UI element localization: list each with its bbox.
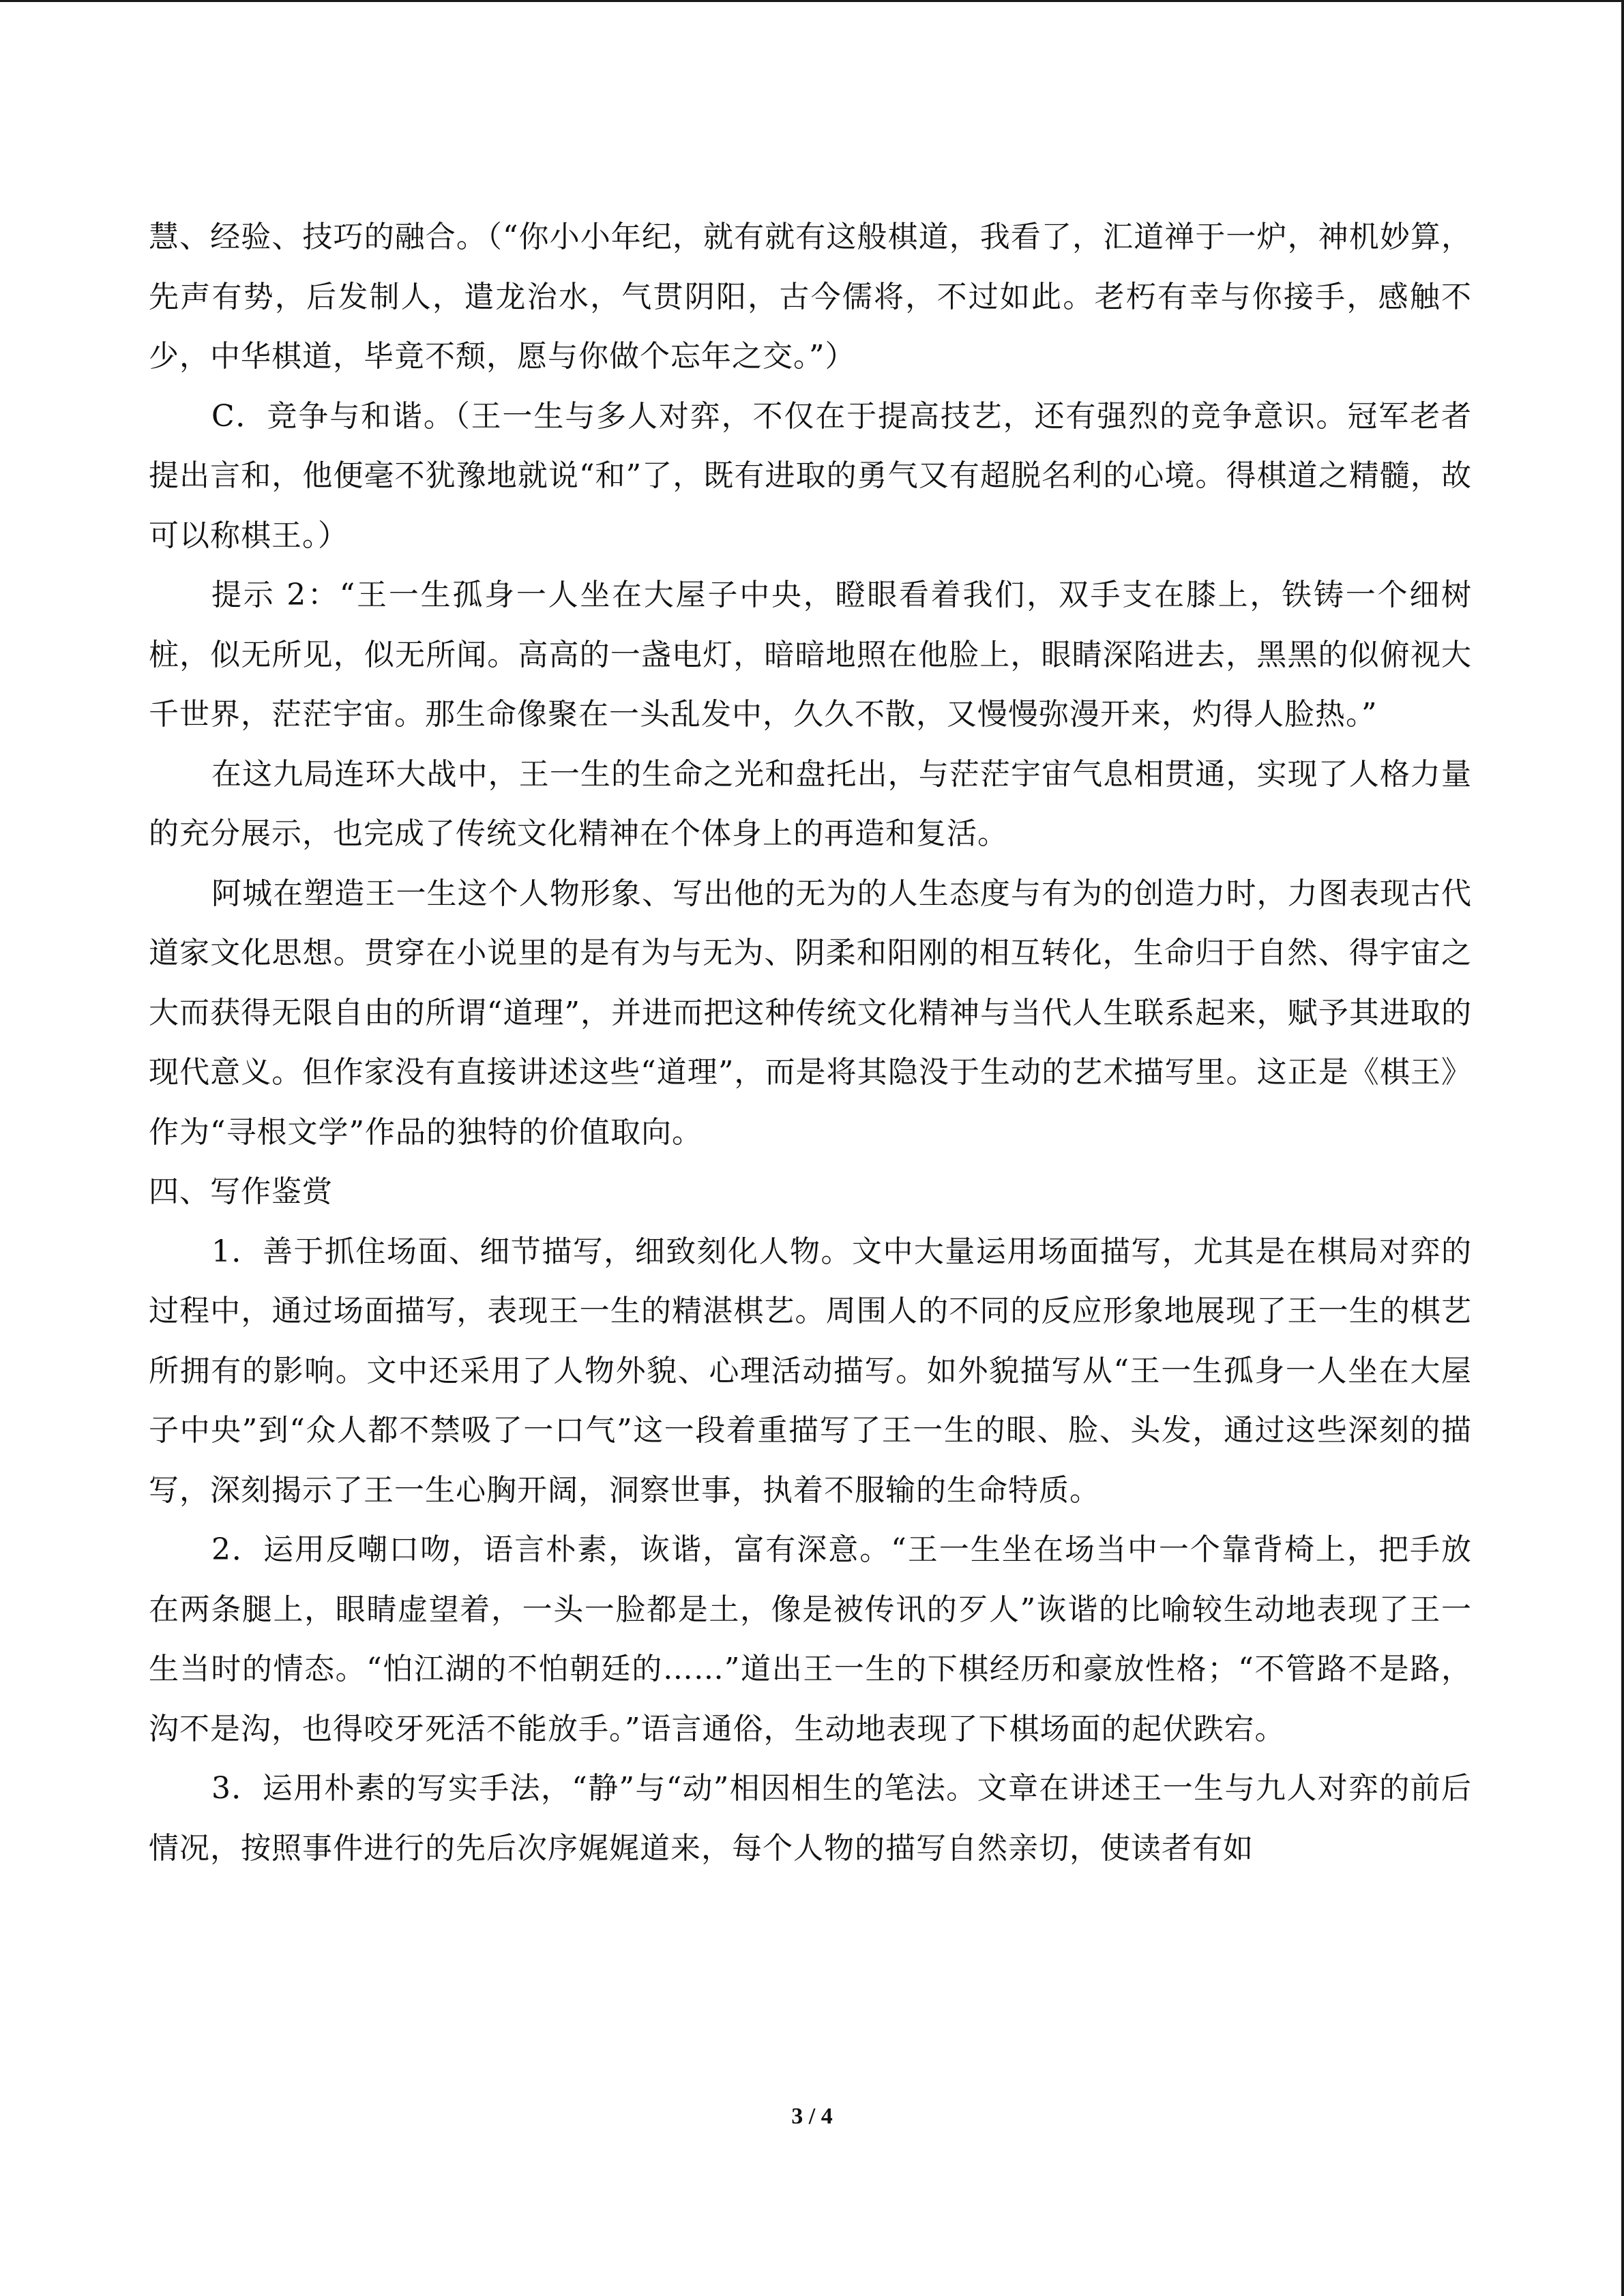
paragraph-nine-games: 在这九局连环大战中，王一生的生命之光和盘托出，与茫茫宇宙气息相贯通，实现了人格力量的充分展示，也完成了传统文化精神在个体身上的再造和复活。 (149, 756, 1472, 851)
document-body (149, 207, 1472, 1878)
section-heading-writing-appreciation: 四、写作鉴赏 (149, 1174, 333, 1209)
paragraph-point-c: C．竞争与和谐。（王一生与多人对弈，不仅在于提高技艺，还有强烈的竞争意识。冠军老者提出言和，他便毫不犹豫地就说“和”了，既有进取的勇气又有超脱名利的心境。得棋道之精髓，故可以称棋王。） (149, 398, 1472, 553)
page-number: 3 / 4 (791, 2104, 833, 2129)
paragraph-point-1: 1．善于抓住场面、细节描写，细致刻化人物。文中大量运用场面描写，尤其是在棋局对弈的过程中，通过场面描写，表现王一生的精湛棋艺。周围人的不同的反应形象地展现了王一生的棋艺所拥有的影响。文中还采用了人物外貌、心理活动描写。如外貌描写从“王一生孤身一人坐在大屋子中央”到“众人都不禁吸了一口气”这一段着重描写了王一生的眼、脸、头发，通过这些深刻的描写，深刻揭示了王一生心胸开阔，洞察世事，执着不服输的生命特质。 (149, 1234, 1472, 1508)
paragraph-hint-2: 提示 2：“王一生孤身一人坐在大屋子中央，瞪眼看着我们，双手支在膝上，铁铸一个细树桩，似无所见，似无所闻。高高的一盏电灯，暗暗地照在他脸上，眼睛深陷进去，黑黑的似俯视大千世界，茫茫宇宙。那生命像聚在一头乱发中，久久不散，又慢慢弥漫开来，灼得人脸热。” (149, 578, 1472, 732)
paragraph-point-3: 3．运用朴素的写实手法，“静”与“动”相因相生的笔法。文章在讲述王一生与九人对弈的前后情况，按照事件进行的先后次序娓娓道来，每个人物的描写自然亲切，使读者有如 (149, 1771, 1472, 1866)
paragraph-point-2: 2．运用反嘲口吻，语言朴素，诙谐，富有深意。“王一生坐在场当中一个靠背椅上，把手放在两条腿上，眼睛虚望着，一头一脸都是土，像是被传讯的歹人”诙谐的比喻较生动地表现了王一生当时的情态。“怕江湖的不怕朝廷的……”道出王一生的下棋经历和豪放性格；“不管路不是路，沟不是沟，也得咬牙死活不能放手。”语言通俗，生动地表现了下棋场面的起伏跌宕。 (149, 1532, 1472, 1746)
paragraph-continuation: 慧、经验、技巧的融合。（“你小小年纪，就有就有这般棋道，我看了，汇道禅于一炉，神机妙算，先声有势，后发制人，遣龙治水，气贯阴阳，古今儒将，不过如此。老朽有幸与你接手，感触不少，中华棋道，毕竟不颓，愿与你做个忘年之交。”） (149, 220, 1472, 374)
page-border-right (1621, 0, 1624, 2296)
paragraph-acheng-taoism: 阿城在塑造王一生这个人物形象、写出他的无为的人生态度与有为的创造力时，力图表现古代道家文化思想。贯穿在小说里的是有为与无为、阴柔和阳刚的相互转化，生命归于自然、得宇宙之大而获得无限自由的所谓“道理”，并进而把这种传统文化精神与当代人生联系起来，赋予其进取的现代意义。但作家没有直接讲述这些“道理”，而是将其隐没于生动的艺术描写里。这正是《棋王》作为“寻根文学”作品的独特的价值取向。 (149, 876, 1472, 1150)
page-border-top (0, 0, 1624, 2)
